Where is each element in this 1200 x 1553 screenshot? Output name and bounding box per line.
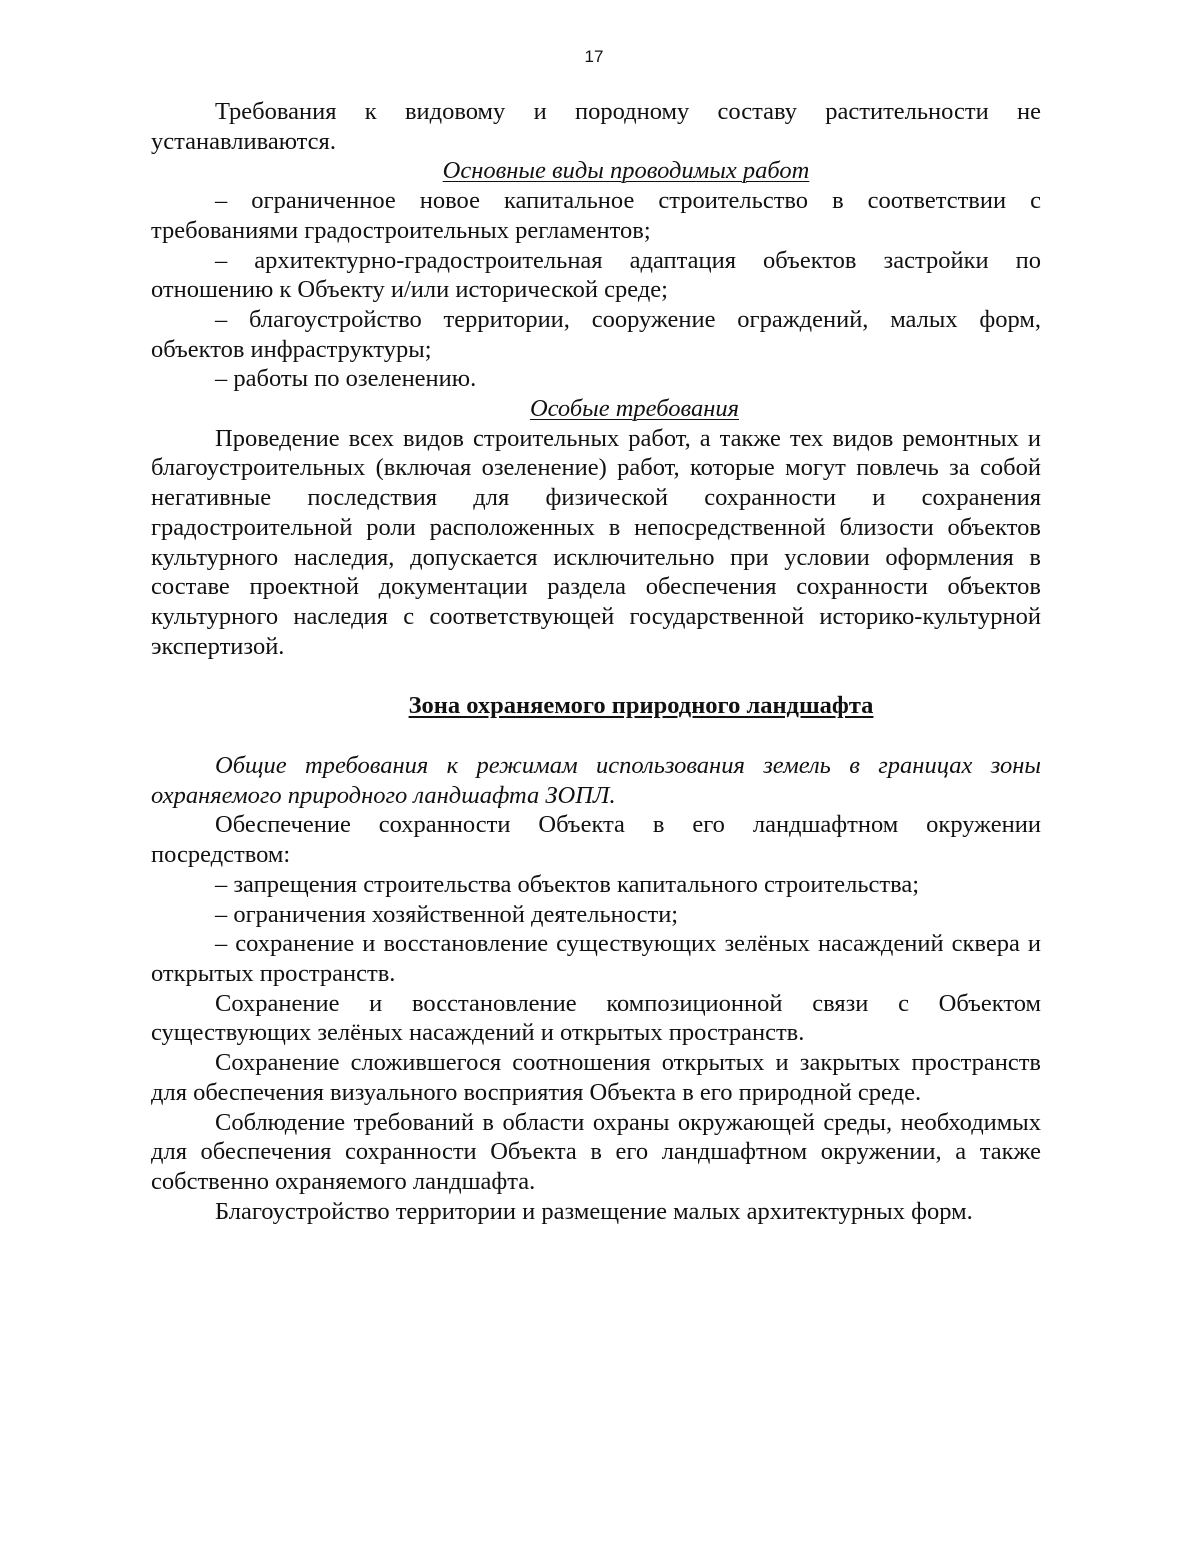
works-item: – благоустройство территории, сооружение ограждений, малых форм, объектов инфраструктуры;: [151, 305, 1041, 363]
zone-title: Зона охраняемого природного ландшафта: [408, 692, 874, 720]
works-item: – ограниченное новое капитальное строительство в соответствии с требованиями градостроительных регламентов;: [151, 187, 1041, 244]
zone-paragraph: Сохранение и восстановление композиционной связи с Объектом существующих зелёных насаждений и открытых пространств.: [151, 989, 1041, 1047]
page-body: [151, 97, 1041, 1226]
spacer: [151, 721, 1041, 751]
zone-general-requirements: Общие требования к режимам использования земель в границах зоны охраняемого природного ландшафта ЗОПЛ.: [151, 752, 1041, 809]
works-item: – работы по озеленению.: [215, 365, 477, 393]
zone-item: – ограничения хозяйственной деятельности;: [215, 900, 679, 928]
zone-paragraph: Соблюдение требований в области охраны окружающей среды, необходимых для обеспечения сохранности Объекта в его ландшафтном окружении, а также собственно охраняемого ландшафта.: [151, 1108, 1041, 1195]
zone-item: – запрещения строительства объектов капитального строительства;: [215, 870, 920, 898]
zone-paragraph: Благоустройство территории и размещение малых архитектурных форм.: [215, 1197, 973, 1225]
works-heading: Основные виды проводимых работ: [442, 157, 810, 185]
zone-item: – сохранение и восстановление существующих зелёных насаждений сквера и открытых пространств.: [151, 930, 1041, 987]
vegetation-requirements-paragraph: Требования к видовому и породному составу растительности не устанавливаются.: [151, 98, 1041, 155]
special-requirements-heading: Особые требования: [529, 395, 739, 423]
special-requirements-paragraph: Проведение всех видов строительных работ, а также тех видов ремонтных и благоустроительных (включая озеленение) работ, которые могут повлечь за собой негативные последствия для физической сохранности и сохранения градостроительной роли расположенных в непосредственной близости объектов культурного наследия, допускается исключительно при условии оформления в составе проектной документации раздела обеспечения сохранности объектов культурного наследия с соответствующей государственной историко-культурной экспертизой.: [151, 424, 1041, 660]
zone-provision-paragraph: Обеспечение сохранности Объекта в его ландшафтном окружении посредством:: [151, 811, 1041, 869]
works-item: – архитектурно-градостроительная адаптация объектов застройки по отношению к Объекту и/или исторической среде;: [151, 246, 1041, 304]
page-number: 17: [584, 47, 604, 66]
zone-paragraph: Сохранение сложившегося соотношения открытых и закрытых пространств для обеспечения визуального восприятия Объекта в его природной среде.: [151, 1049, 1041, 1106]
